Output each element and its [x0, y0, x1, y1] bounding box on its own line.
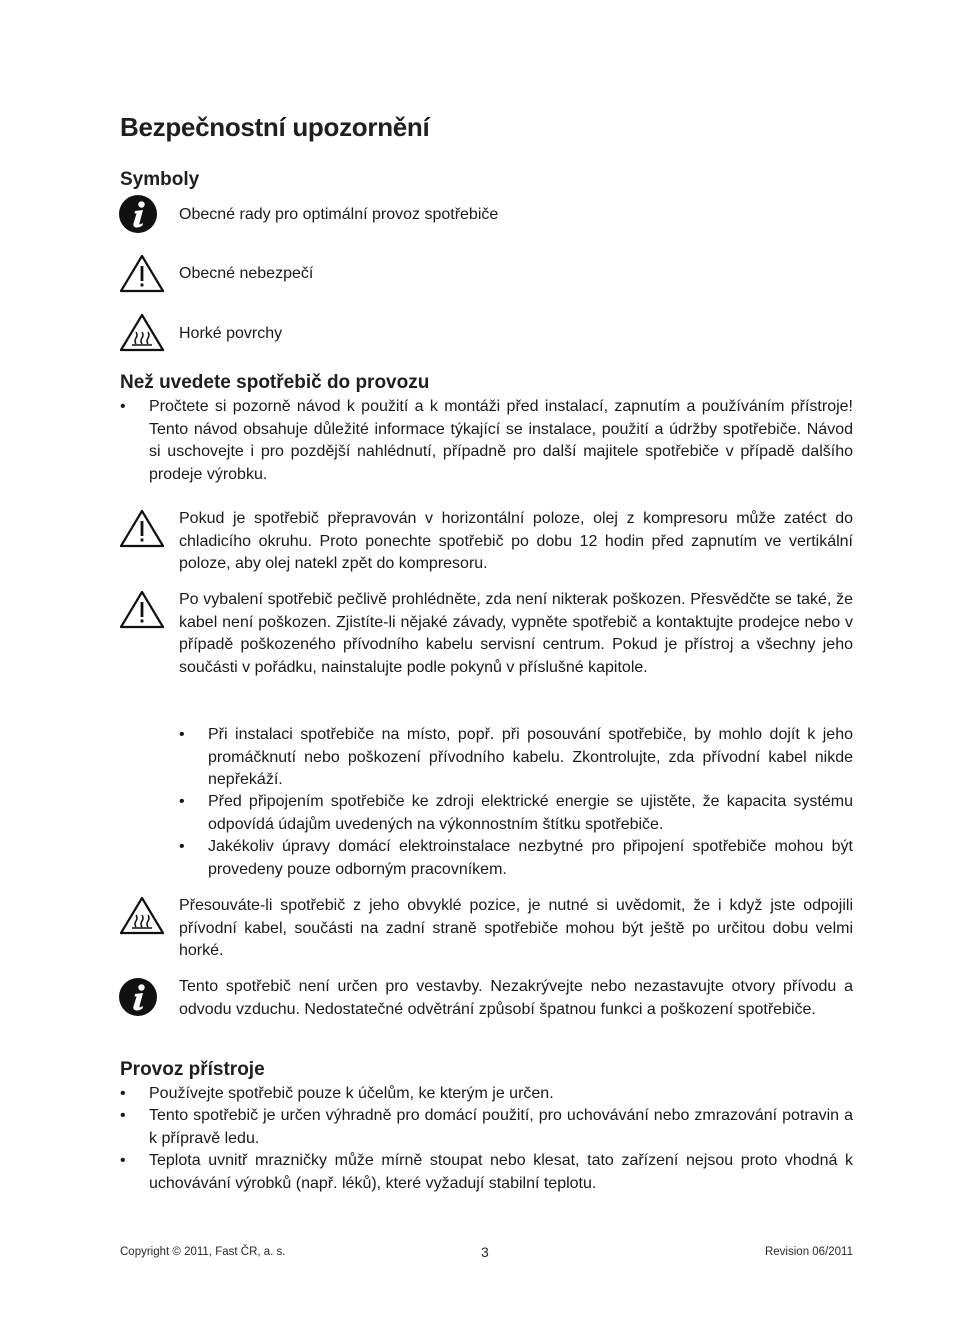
warning-icon — [118, 508, 166, 548]
hot-surface-icon — [118, 895, 166, 935]
page-title: Bezpečnostní upozornění — [120, 112, 430, 142]
unpacking-warning-text: Po vybalení spotřebič pečlivě prohlédněte, zda není nikterak poškozen. Přesvědčte se také, že kabel není poškozen. Zjistíte-li nějaké závady, vypněte spotřebič a kontaktujte prodejce nebo v případě poškozeného přívodního kabelu servisní centrum. Pokud je přístroj a všechny jeho součásti v pořádku, nainstalujte podle pokynů v příslušné kapitole. — [179, 591, 853, 676]
bullet-marker: • — [120, 1107, 126, 1124]
footer-revision: Revision 06/2011 — [764, 1246, 853, 1258]
symbol-info-label: Obecné rady pro optimální provoz spotřebiče — [179, 206, 499, 223]
list-item-text: Před připojením spotřebiče ke zdroji elektrické energie se ujistěte, že kapacita systému odpovídá údajům uvedených na výkonnostním štítku spotřebiče. — [208, 793, 853, 833]
operation-heading: Provoz přístroje — [120, 1059, 265, 1080]
list-item-text: Při instalaci spotřebiče na místo, popř. při posouvání spotřebiče, by mohlo dojít k jeho promáčknutí nebo poškození přívodního kabelu. Zkontrolujte, zda přívodní kabel nikde nepřekáží. — [208, 726, 853, 788]
list-item-text: Používejte spotřebič pouze k účelům, ke kterým je určen. — [149, 1085, 554, 1102]
bullet-marker: • — [179, 726, 185, 743]
symbol-hot-label: Horké povrchy — [179, 325, 283, 342]
warning-icon — [118, 589, 166, 629]
page-number: 3 — [481, 1244, 489, 1260]
list-item-text: Jakékoliv úpravy domácí elektroinstalace nezbytné pro připojení spotřebiče mohou být provedeny pouze odborným pracovníkem. — [208, 838, 853, 878]
bullet-marker: • — [120, 1152, 126, 1169]
bullet-marker: • — [179, 838, 185, 855]
info-icon — [118, 194, 166, 234]
bullet-marker: • — [179, 793, 185, 810]
symbols-heading: Symboly — [120, 169, 200, 190]
before-use-heading: Než uvedete spotřebič do provozu — [120, 372, 430, 393]
ventilation-info-note: Tento spotřebič není určen pro vestavby. Nezakrývejte nebo nezastavujte otvory přívodu a odvodu vzduchu. Nedostatečné odvětrání způsobí špatnou funkci a poškození spotřebiče. — [179, 978, 853, 1018]
warning-icon — [118, 253, 166, 293]
bullet-marker: • — [120, 1085, 126, 1102]
footer-copyright: Copyright © 2011, Fast ČR, a. s. — [120, 1246, 286, 1258]
list-item-text: Teplota uvnitř mrazničky může mírně stoupat nebo klesat, tato zařízení nejsou proto vhodná k uchovávání výrobků (např. léků), které vyžadují stabilní teplotu. — [149, 1152, 853, 1192]
transport-warning-text: Pokud je spotřebič přepravován v horizontální poloze, olej z kompresoru může zatéct do chladicího okruhu. Proto ponechte spotřebič po dobu 12 hodin před zapnutím ve vertikální poloze, aby olej natekl zpět do kompresoru. — [179, 510, 853, 572]
list-item-text: Pročtete si pozorně návod k použití a k montáži před instalací, zapnutím a používáním přístroje! Tento návod obsahuje důležité informace týkající se instalace, použití a údržby spotřebiče. Návod si uschovejte i pro pozdější nahlédnutí, případně pro další majitele spotřebiče v případě dalšího prodeje výrobku. — [149, 398, 853, 483]
list-item-text: Tento spotřebič je určen výhradně pro domácí použití, pro uchovávání nebo zmrazování potravin a k přípravě ledu. — [149, 1107, 853, 1147]
hot-surface-note: Přesouváte-li spotřebič z jeho obvyklé pozice, je nutné si uvědomit, že i když jste odpojili přívodní kabel, součásti na zadní straně spotřebiče mohou být ještě po určitou dobu velmi horké. — [179, 897, 853, 959]
hot-surface-icon — [118, 312, 166, 352]
info-icon — [118, 977, 166, 1017]
bullet-marker: • — [120, 398, 126, 415]
symbol-warning-label: Obecné nebezpečí — [179, 265, 314, 282]
